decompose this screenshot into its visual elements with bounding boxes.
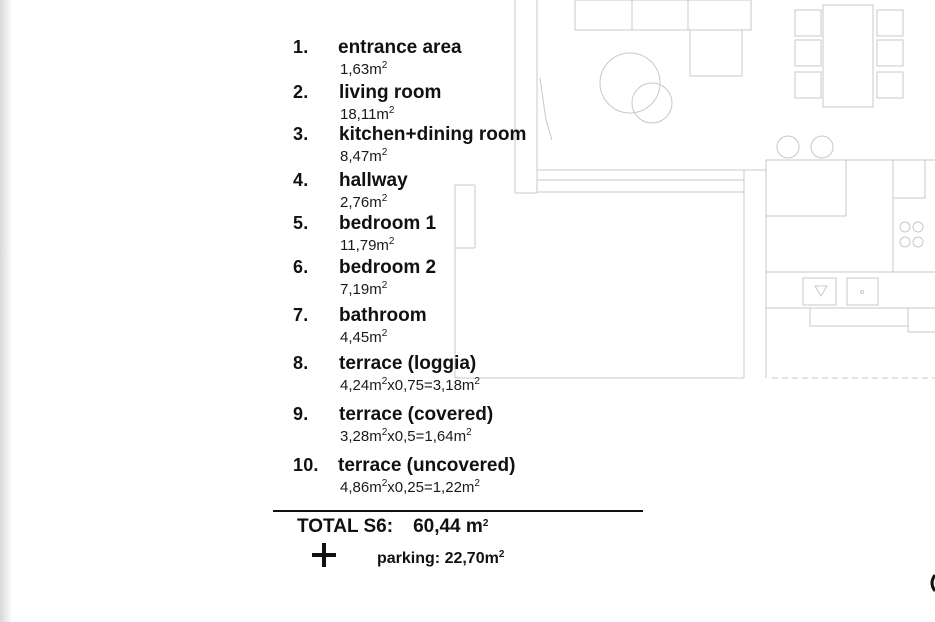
room-name: entrance area <box>338 37 462 58</box>
room-number: 5. <box>293 213 309 233</box>
room-name: kitchen+dining room <box>339 124 527 145</box>
room-number: 8. <box>293 353 309 373</box>
room-name: terrace (loggia) <box>339 353 477 374</box>
room-area: $4,24m^2x0,75=3,18m^2$ <box>340 376 480 394</box>
room-area: $8,47m^2$ <box>340 147 388 165</box>
room-number: 2. <box>293 82 309 102</box>
total-area <box>297 516 488 538</box>
room-name: living room <box>339 82 442 103</box>
room-name: terrace (uncovered) <box>338 455 516 476</box>
total-value: 60,44 $m^2$ <box>413 516 489 537</box>
room-area: $7,19m^2$ <box>340 280 388 298</box>
room-area: $11,79m^2$ <box>340 236 395 254</box>
room-number: 10. <box>293 455 319 475</box>
room-number: 1. <box>293 37 309 57</box>
room-number: 6. <box>293 257 309 277</box>
total-divider <box>273 510 643 512</box>
room-area: $2,76m^2$ <box>340 193 388 211</box>
room-number: 9. <box>293 404 309 424</box>
room-area: $18,11m^2$ <box>340 105 395 123</box>
parking-area: parking: $22,70m^2$ <box>377 549 505 567</box>
room-number: 7. <box>293 305 309 325</box>
room-name: hallway <box>339 170 408 191</box>
room-name: terrace (covered) <box>339 404 494 425</box>
room-name: bedroom 2 <box>339 257 437 278</box>
plus-icon <box>312 543 336 567</box>
room-area: $3,28m^2x0,5=1,64m^2$ <box>340 427 472 445</box>
room-area: $4,86m^2x0,25=1,22m^2$ <box>340 478 480 496</box>
room-number: 4. <box>293 170 309 190</box>
room-name: bedroom 1 <box>339 213 437 234</box>
room-name: bathroom <box>339 305 427 326</box>
room-number: 3. <box>293 124 309 144</box>
room-area: $1,63m^2$ <box>340 60 388 78</box>
total-label: TOTAL S6: <box>297 516 394 537</box>
room-area: $4,45m^2$ <box>340 328 388 346</box>
